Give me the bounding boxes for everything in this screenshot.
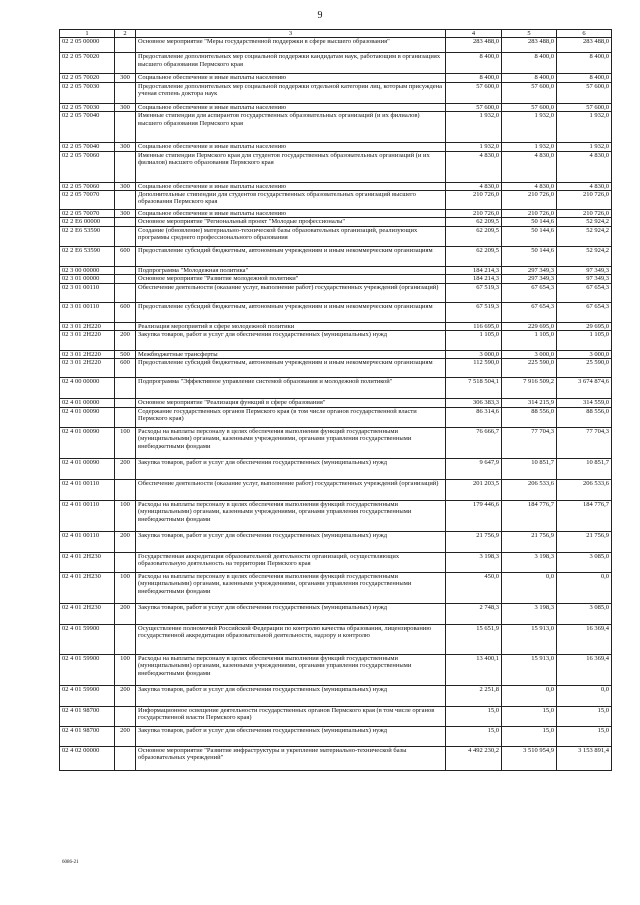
row-value-col5: 50 144,6	[502, 246, 557, 266]
row-type-cell	[115, 624, 136, 654]
row-value-col5: 4 830,0	[502, 182, 557, 190]
table-row	[60, 322, 612, 330]
table-row	[60, 479, 612, 500]
table-row	[60, 182, 612, 190]
row-name-cell: Социальное обеспечение и иные выплаты населению	[136, 103, 446, 111]
row-type-cell	[115, 407, 136, 427]
row-value-col6: 10 851,7	[557, 458, 612, 479]
row-value-col4: 184 214,3	[446, 266, 502, 274]
row-value-col6: 3 000,0	[557, 351, 612, 359]
row-code-cell: 02 4 01 00090	[60, 458, 115, 479]
row-type-cell: 300	[115, 103, 136, 111]
row-type-cell	[115, 479, 136, 500]
row-value-col6: 97 349,3	[557, 266, 612, 274]
table-row	[60, 226, 612, 246]
row-type-cell	[115, 552, 136, 572]
row-code-cell: 02 3 01 2H220	[60, 322, 115, 330]
row-value-col4: 57 600,0	[446, 103, 502, 111]
table-row	[60, 246, 612, 266]
row-code-cell: 02 2 E6 00000	[60, 218, 115, 226]
row-value-col6: 0,0	[557, 572, 612, 603]
row-value-col6: 57 600,0	[557, 82, 612, 103]
row-type-cell: 500	[115, 351, 136, 359]
row-name-cell: Осуществление полномочий Российской Федерации по контролю качества образования, лицензированию государственной аккредитации образовательной деятельности, надзору и контролю	[136, 624, 446, 654]
row-value-col6: 4 830,0	[557, 182, 612, 190]
row-value-col5: 297 349,3	[502, 275, 557, 283]
row-code-cell: 02 2 05 70020	[60, 53, 115, 74]
row-name-cell: Создание (обновление) материально-технической базы образовательных организаций, реализующих программы среднего профессионального образования	[136, 226, 446, 246]
row-name-cell: Основное мероприятие "Региональный проект "Молодые профессионалы"	[136, 218, 446, 226]
header-cell: 6	[557, 30, 612, 38]
row-value-col5: 15,0	[502, 726, 557, 746]
row-code-cell: 02 4 01 59900	[60, 654, 115, 685]
row-value-col6: 184 776,7	[557, 500, 612, 531]
row-value-col5: 1 932,0	[502, 112, 557, 143]
row-value-col5: 50 144,6	[502, 218, 557, 226]
row-name-cell: Именные стипендии Пермского края для студентов государственных образовательных организаций (и их филиалов) высшего образования Пермского края	[136, 151, 446, 182]
row-value-col6: 8 400,0	[557, 53, 612, 74]
row-value-col4: 13 400,1	[446, 654, 502, 685]
row-value-col6: 210 726,0	[557, 191, 612, 210]
row-value-col4: 21 756,9	[446, 531, 502, 552]
row-type-cell: 200	[115, 531, 136, 552]
row-value-col6: 1 932,0	[557, 112, 612, 143]
row-code-cell: 02 3 01 00000	[60, 275, 115, 283]
row-code-cell: 02 3 01 2H220	[60, 351, 115, 359]
row-value-col5: 50 144,6	[502, 226, 557, 246]
row-type-cell	[115, 746, 136, 770]
table-row	[60, 74, 612, 82]
table-row	[60, 143, 612, 151]
row-value-col5: 57 600,0	[502, 82, 557, 103]
row-code-cell: 02 3 01 2H220	[60, 359, 115, 378]
row-value-col4: 62 209,5	[446, 218, 502, 226]
table-row	[60, 746, 612, 770]
row-name-cell: Закупка товаров, работ и услуг для обеспечения государственных (муниципальных) нужд	[136, 331, 446, 351]
table-row	[60, 351, 612, 359]
row-code-cell: 02 4 01 2H230	[60, 603, 115, 624]
row-value-col4: 201 203,5	[446, 479, 502, 500]
row-value-col4: 179 446,6	[446, 500, 502, 531]
row-value-col5: 3 198,3	[502, 603, 557, 624]
row-value-col5: 7 916 509,2	[502, 378, 557, 399]
row-value-col5: 77 704,3	[502, 427, 557, 458]
table-row	[60, 359, 612, 378]
row-value-col6: 97 349,3	[557, 275, 612, 283]
table-row	[60, 191, 612, 210]
row-value-col5: 15,0	[502, 706, 557, 726]
row-code-cell: 02 3 01 00110	[60, 302, 115, 322]
row-type-cell: 600	[115, 359, 136, 378]
row-code-cell: 02 2 05 70060	[60, 182, 115, 190]
row-value-col6: 67 654,3	[557, 302, 612, 322]
row-value-col4: 3 198,3	[446, 552, 502, 572]
row-code-cell: 02 4 01 00110	[60, 500, 115, 531]
page-number: 9	[317, 10, 323, 21]
table-row	[60, 572, 612, 603]
row-value-col6: 206 533,6	[557, 479, 612, 500]
row-value-col6: 52 924,2	[557, 218, 612, 226]
row-value-col6: 29 695,0	[557, 322, 612, 330]
row-value-col5: 4 830,0	[502, 151, 557, 182]
row-value-col6: 3 085,0	[557, 603, 612, 624]
table-row	[60, 500, 612, 531]
row-name-cell: Межбюджетные трансферты	[136, 351, 446, 359]
row-value-col5: 0,0	[502, 572, 557, 603]
row-value-col6: 52 924,2	[557, 246, 612, 266]
row-value-col4: 67 519,3	[446, 302, 502, 322]
row-value-col6: 52 924,2	[557, 226, 612, 246]
row-code-cell: 02 2 05 70060	[60, 151, 115, 182]
row-value-col4: 62 209,5	[446, 246, 502, 266]
row-value-col5: 0,0	[502, 685, 557, 706]
row-type-cell	[115, 151, 136, 182]
row-value-col5: 3 000,0	[502, 351, 557, 359]
row-value-col5: 206 533,6	[502, 479, 557, 500]
row-name-cell: Основное мероприятие "Меры государственной поддержки в сфере высшего образования"	[136, 38, 446, 53]
row-code-cell: 02 4 01 00110	[60, 531, 115, 552]
row-value-col6: 1 932,0	[557, 143, 612, 151]
row-value-col6: 88 556,0	[557, 407, 612, 427]
row-code-cell: 02 4 01 59900	[60, 685, 115, 706]
row-name-cell: Расходы на выплаты персоналу в целях обеспечения выполнения функций государственными (муниципальными) органами, казенными учреждениями, органами управления государственными внебюджетными фондами	[136, 427, 446, 458]
row-name-cell: Государственная аккредитация образовательной деятельности организаций, осуществляющих образовательную деятельность на территории Пермского края	[136, 552, 446, 572]
row-value-col5: 1 932,0	[502, 143, 557, 151]
row-code-cell: 02 4 01 2H230	[60, 572, 115, 603]
row-code-cell: 02 2 05 70040	[60, 112, 115, 143]
header-cell: 5	[502, 30, 557, 38]
row-value-col4: 4 830,0	[446, 151, 502, 182]
row-name-cell: Социальное обеспечение и иные выплаты населению	[136, 182, 446, 190]
row-name-cell: Дополнительные стипендии для студентов государственных образовательных организаций высшего образования Пермского края	[136, 191, 446, 210]
header-cell: 1	[60, 30, 115, 38]
row-code-cell: 02 2 05 70030	[60, 103, 115, 111]
row-code-cell: 02 2 05 00000	[60, 38, 115, 53]
row-value-col6: 77 704,3	[557, 427, 612, 458]
table-row	[60, 407, 612, 427]
row-type-cell: 200	[115, 726, 136, 746]
table-row	[60, 82, 612, 103]
header-cell: 4	[446, 30, 502, 38]
table-row	[60, 552, 612, 572]
row-code-cell: 02 4 00 00000	[60, 378, 115, 399]
row-type-cell	[115, 218, 136, 226]
row-code-cell: 02 4 01 2H230	[60, 552, 115, 572]
row-value-col4: 62 209,5	[446, 226, 502, 246]
table-header-row	[60, 30, 612, 38]
row-value-col5: 8 400,0	[502, 74, 557, 82]
row-value-col4: 1 932,0	[446, 143, 502, 151]
row-name-cell: Основное мероприятие "Реализация функций в сфере образования"	[136, 399, 446, 407]
table-row	[60, 210, 612, 218]
row-value-col4: 1 105,0	[446, 331, 502, 351]
table-row	[60, 53, 612, 74]
row-code-cell: 02 3 01 00110	[60, 283, 115, 302]
row-value-col6: 1 105,0	[557, 331, 612, 351]
row-code-cell: 02 2 05 70070	[60, 191, 115, 210]
header-cell: 3	[136, 30, 446, 38]
row-value-col5: 67 654,3	[502, 283, 557, 302]
row-value-col4: 306 383,3	[446, 399, 502, 407]
row-name-cell: Социальное обеспечение и иные выплаты населению	[136, 210, 446, 218]
table-row	[60, 726, 612, 746]
row-value-col6: 16 369,4	[557, 654, 612, 685]
row-value-col4: 76 666,7	[446, 427, 502, 458]
row-name-cell: Закупка товаров, работ и услуг для обеспечения государственных (муниципальных) нужд	[136, 531, 446, 552]
row-type-cell: 300	[115, 74, 136, 82]
row-type-cell	[115, 53, 136, 74]
table-row	[60, 706, 612, 726]
row-code-cell: 02 2 05 70070	[60, 210, 115, 218]
header-cell: 2	[115, 30, 136, 38]
row-type-cell	[115, 275, 136, 283]
row-value-col5: 8 400,0	[502, 53, 557, 74]
row-value-col6: 15,0	[557, 706, 612, 726]
table-row	[60, 399, 612, 407]
row-name-cell: Обеспечение деятельности (оказание услуг, выполнение работ) государственных учреждений (организаций)	[136, 479, 446, 500]
row-name-cell: Именные стипендии для аспирантов государственных образовательных организаций (и их филиалов) высшего образования Пермского края	[136, 112, 446, 143]
row-name-cell: Расходы на выплаты персоналу в целях обеспечения выполнения функций государственными (муниципальными) органами, казенными учреждениями, органами управления государственными внебюджетными фондами	[136, 572, 446, 603]
row-code-cell: 02 2 05 70040	[60, 143, 115, 151]
row-value-col6: 21 756,9	[557, 531, 612, 552]
row-value-col4: 4 492 230,2	[446, 746, 502, 770]
row-code-cell: 02 4 01 00000	[60, 399, 115, 407]
row-value-col4: 450,0	[446, 572, 502, 603]
row-value-col4: 86 314,6	[446, 407, 502, 427]
row-name-cell: Основное мероприятие "Развитие инфраструктуры и укрепление материально-технической базы образовательных учреждений"	[136, 746, 446, 770]
row-value-col4: 15 651,9	[446, 624, 502, 654]
row-value-col4: 8 400,0	[446, 53, 502, 74]
row-name-cell: Подпрограмма "Молодежная политика"	[136, 266, 446, 274]
row-name-cell: Предоставление дополнительных мер социальной поддержки отдельной категории лиц, которым присуждена ученая степень доктора наук	[136, 82, 446, 103]
table-row	[60, 151, 612, 182]
row-type-cell	[115, 38, 136, 53]
row-name-cell: Предоставление дополнительных мер социальной поддержки кандидатам наук, работающим в организациях высшего образования Пермского края	[136, 53, 446, 74]
table-row	[60, 275, 612, 283]
table-row	[60, 38, 612, 53]
row-value-col6: 57 600,0	[557, 103, 612, 111]
row-value-col5: 10 851,7	[502, 458, 557, 479]
row-code-cell: 02 2 E6 53590	[60, 226, 115, 246]
row-name-cell: Предоставление субсидий бюджетным, автономным учреждениям и иным некоммерческим организациям	[136, 302, 446, 322]
row-name-cell: Закупка товаров, работ и услуг для обеспечения государственных (муниципальных) нужд	[136, 458, 446, 479]
row-value-col6: 283 488,0	[557, 38, 612, 53]
row-type-cell: 600	[115, 246, 136, 266]
table-row	[60, 685, 612, 706]
row-code-cell: 02 2 E6 53590	[60, 246, 115, 266]
row-code-cell: 02 4 02 00000	[60, 746, 115, 770]
row-code-cell: 02 4 01 98700	[60, 726, 115, 746]
row-value-col5: 184 776,7	[502, 500, 557, 531]
budget-table	[59, 29, 612, 771]
row-type-cell	[115, 266, 136, 274]
row-type-cell	[115, 226, 136, 246]
row-code-cell: 02 4 01 59900	[60, 624, 115, 654]
row-value-col5: 57 600,0	[502, 103, 557, 111]
row-name-cell: Закупка товаров, работ и услуг для обеспечения государственных (муниципальных) нужд	[136, 685, 446, 706]
row-name-cell: Реализация мероприятий в сфере молодежной политики	[136, 322, 446, 330]
row-value-col4: 116 695,0	[446, 322, 502, 330]
row-value-col6: 25 590,0	[557, 359, 612, 378]
row-value-col4: 1 932,0	[446, 112, 502, 143]
row-code-cell: 02 2 05 70030	[60, 82, 115, 103]
row-value-col4: 2 251,8	[446, 685, 502, 706]
row-type-cell: 200	[115, 685, 136, 706]
table-row	[60, 531, 612, 552]
row-code-cell: 02 2 05 70020	[60, 74, 115, 82]
row-type-cell: 300	[115, 210, 136, 218]
row-value-col5: 210 726,0	[502, 191, 557, 210]
row-type-cell: 200	[115, 458, 136, 479]
row-type-cell	[115, 399, 136, 407]
row-value-col6: 4 830,0	[557, 151, 612, 182]
table-row	[60, 266, 612, 274]
table-row	[60, 103, 612, 111]
row-value-col4: 9 647,9	[446, 458, 502, 479]
row-type-cell	[115, 706, 136, 726]
row-value-col4: 4 830,0	[446, 182, 502, 190]
row-value-col4: 184 214,3	[446, 275, 502, 283]
row-type-cell: 100	[115, 500, 136, 531]
row-name-cell: Содержание государственных органов Пермского края (в том числе органов государственной власти Пермского края)	[136, 407, 446, 427]
row-type-cell	[115, 322, 136, 330]
row-type-cell: 300	[115, 143, 136, 151]
row-value-col5: 3 198,3	[502, 552, 557, 572]
row-value-col4: 57 600,0	[446, 82, 502, 103]
row-name-cell: Предоставление субсидий бюджетным, автономным учреждениям и иным некоммерческим организациям	[136, 359, 446, 378]
row-code-cell: 02 4 01 00110	[60, 479, 115, 500]
row-value-col4: 8 400,0	[446, 74, 502, 82]
row-code-cell: 02 4 01 00090	[60, 427, 115, 458]
row-value-col4: 7 518 504,1	[446, 378, 502, 399]
row-name-cell: Социальное обеспечение и иные выплаты населению	[136, 74, 446, 82]
row-value-col5: 15 913,0	[502, 624, 557, 654]
row-name-cell: Социальное обеспечение и иные выплаты населению	[136, 143, 446, 151]
row-name-cell: Подпрограмма "Эффективное управление системой образования и молодежной политикой"	[136, 378, 446, 399]
row-type-cell: 300	[115, 182, 136, 190]
table-row	[60, 427, 612, 458]
row-value-col6: 8 400,0	[557, 74, 612, 82]
row-value-col5: 229 695,0	[502, 322, 557, 330]
row-value-col5: 88 556,0	[502, 407, 557, 427]
row-name-cell: Обеспечение деятельности (оказание услуг, выполнение работ) государственных учреждений (организаций)	[136, 283, 446, 302]
row-name-cell: Расходы на выплаты персоналу в целях обеспечения выполнения функций государственными (муниципальными) органами, казенными учреждениями, органами управления государственными внебюджетными фондами	[136, 500, 446, 531]
row-type-cell	[115, 191, 136, 210]
footer-code: 6086-21	[62, 860, 79, 865]
table-row	[60, 112, 612, 143]
row-type-cell	[115, 378, 136, 399]
row-value-col4: 67 519,3	[446, 283, 502, 302]
row-name-cell: Основное мероприятие "Развитие молодежной политики"	[136, 275, 446, 283]
table-row	[60, 624, 612, 654]
table-row	[60, 218, 612, 226]
row-type-cell	[115, 283, 136, 302]
row-value-col4: 283 488,0	[446, 38, 502, 53]
row-code-cell: 02 3 01 2H220	[60, 331, 115, 351]
table-row	[60, 331, 612, 351]
row-type-cell: 100	[115, 427, 136, 458]
row-value-col4: 15,0	[446, 726, 502, 746]
row-type-cell: 100	[115, 572, 136, 603]
row-name-cell: Информационное освещение деятельности государственных органов Пермского края (в том числе органов государственной власти Пермского края)	[136, 706, 446, 726]
row-value-col5: 15 913,0	[502, 654, 557, 685]
row-value-col4: 15,0	[446, 706, 502, 726]
row-value-col4: 2 748,3	[446, 603, 502, 624]
row-value-col6: 314 559,0	[557, 399, 612, 407]
row-value-col5: 283 488,0	[502, 38, 557, 53]
row-value-col6: 3 674 874,6	[557, 378, 612, 399]
row-type-cell: 200	[115, 331, 136, 351]
row-type-cell: 100	[115, 654, 136, 685]
row-value-col4: 210 726,0	[446, 191, 502, 210]
row-code-cell: 02 4 01 98700	[60, 706, 115, 726]
row-value-col6: 0,0	[557, 685, 612, 706]
row-code-cell: 02 3 00 00000	[60, 266, 115, 274]
row-code-cell: 02 4 01 00090	[60, 407, 115, 427]
row-value-col6: 16 369,4	[557, 624, 612, 654]
row-value-col6: 3 153 891,4	[557, 746, 612, 770]
row-value-col6: 67 654,3	[557, 283, 612, 302]
row-type-cell: 200	[115, 603, 136, 624]
row-value-col5: 225 590,0	[502, 359, 557, 378]
table-row	[60, 654, 612, 685]
table-row	[60, 378, 612, 399]
row-name-cell: Расходы на выплаты персоналу в целях обеспечения выполнения функций государственными (муниципальными) органами, казенными учреждениями, органами управления государственными внебюджетными фондами	[136, 654, 446, 685]
row-value-col5: 1 105,0	[502, 331, 557, 351]
row-value-col6: 3 085,0	[557, 552, 612, 572]
row-value-col5: 67 654,3	[502, 302, 557, 322]
row-value-col5: 210 726,0	[502, 210, 557, 218]
row-value-col5: 314 215,9	[502, 399, 557, 407]
row-value-col4: 210 726,0	[446, 210, 502, 218]
row-value-col5: 297 349,3	[502, 266, 557, 274]
table-row	[60, 603, 612, 624]
row-type-cell	[115, 82, 136, 103]
row-value-col5: 21 756,9	[502, 531, 557, 552]
row-type-cell	[115, 112, 136, 143]
row-value-col6: 210 726,0	[557, 210, 612, 218]
row-value-col4: 3 000,0	[446, 351, 502, 359]
row-type-cell: 600	[115, 302, 136, 322]
table-row	[60, 458, 612, 479]
row-name-cell: Закупка товаров, работ и услуг для обеспечения государственных (муниципальных) нужд	[136, 726, 446, 746]
table-row	[60, 283, 612, 302]
row-value-col5: 3 510 954,9	[502, 746, 557, 770]
row-name-cell: Предоставление субсидий бюджетным, автономным учреждениям и иным некоммерческим организациям	[136, 246, 446, 266]
row-name-cell: Закупка товаров, работ и услуг для обеспечения государственных (муниципальных) нужд	[136, 603, 446, 624]
row-value-col6: 15,0	[557, 726, 612, 746]
table-row	[60, 302, 612, 322]
row-value-col4: 112 590,0	[446, 359, 502, 378]
